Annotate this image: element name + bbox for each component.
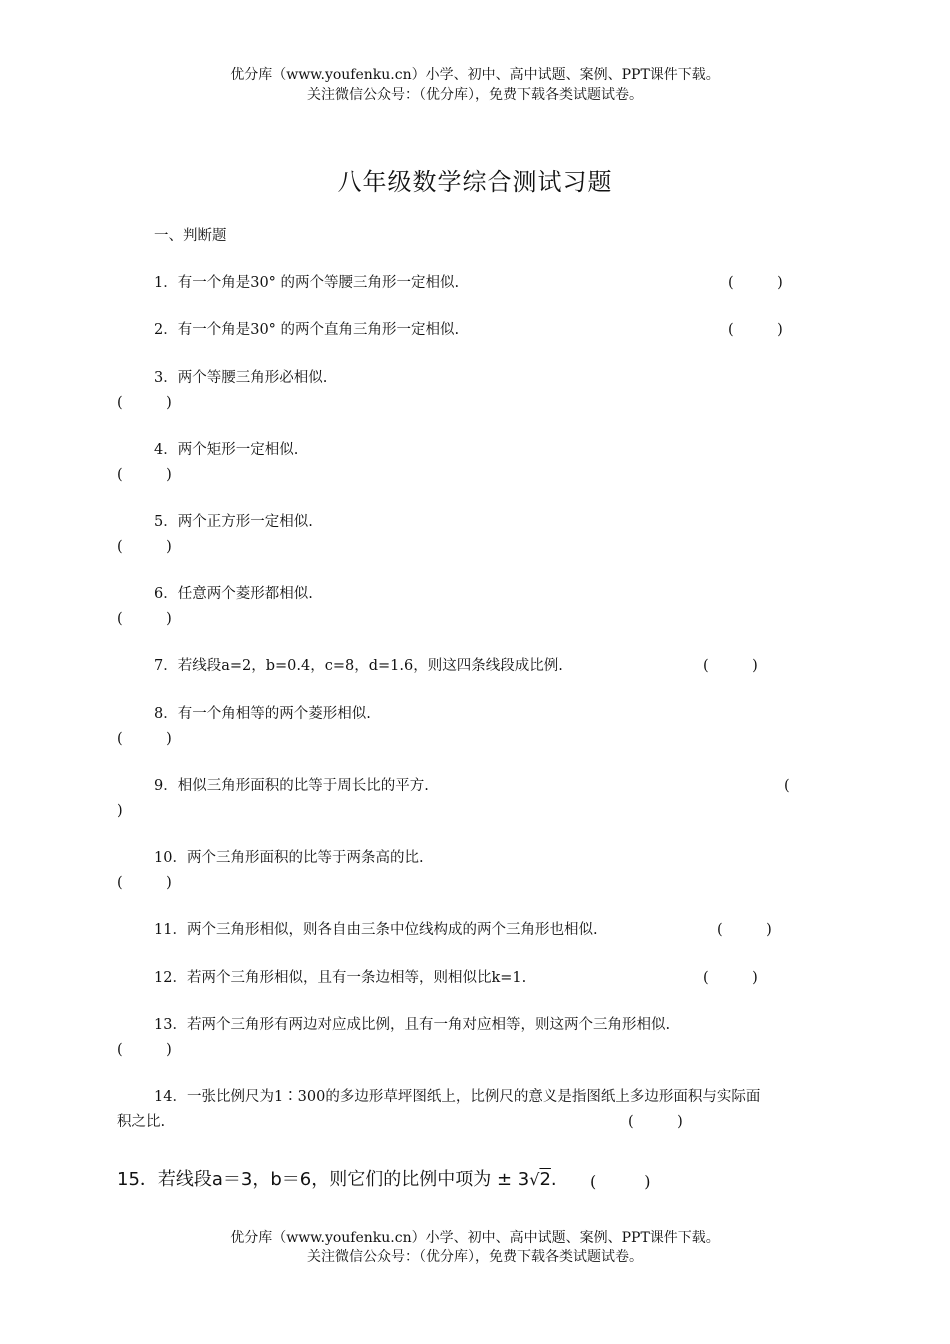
answer-blank-10: ( ) (117, 875, 172, 891)
question-10: 10．两个三角形面积的比等于两条高的比. (154, 850, 424, 866)
answer-blank-5: ( ) (117, 539, 172, 555)
answer-blank-9-close: ) (117, 803, 123, 819)
question-4: 4．两个矩形一定相似. (154, 442, 299, 458)
answer-blank-8: ( ) (117, 731, 172, 747)
question-6: 6．任意两个菱形都相似. (154, 586, 313, 602)
answer-blank-14: ( ) (628, 1114, 683, 1130)
page-title: 八年级数学综合测试习题 (337, 168, 613, 196)
answer-blank-13: ( ) (117, 1042, 172, 1058)
answer-blank-15: ( ) (590, 1172, 651, 1191)
answer-blank-9-open: ( (784, 778, 790, 794)
question-14-continued: 积之比. (117, 1114, 166, 1130)
question-5: 5．两个正方形一定相似. (154, 514, 313, 530)
question-15-tail: . (550, 1169, 557, 1190)
question-3: 3．两个等腰三角形必相似. (154, 370, 328, 386)
answer-blank-6: ( ) (117, 611, 172, 627)
question-14: 14．一张比例尺为1∶300的多边形草坪图纸上，比例尺的意义是指图纸上多边形面积与实际面 (154, 1089, 761, 1105)
answer-blank-7: ( ) (703, 658, 758, 674)
question-7: 7．若线段a=2，b=0.4，c=8，d=1.6，则这四条线段成比例. (154, 658, 563, 674)
answer-blank-1: ( ) (728, 275, 783, 291)
question-9: 9．相似三角形面积的比等于周长比的平方. (154, 778, 429, 794)
section-heading: 一、判断题 (154, 228, 227, 244)
header-line-1: 优分库（www.youfenku.cn）小学、初中、高中试题、案例、PPT课件下载。 (230, 67, 720, 83)
question-15-text: 15．若线段a＝3，b＝6，则它们的比例中项为 ± 3 (117, 1169, 530, 1190)
answer-blank-3: ( ) (117, 395, 172, 411)
question-2: 2．有一个角是30° 的两个直角三角形一定相似. (154, 322, 460, 338)
question-12: 12．若两个三角形相似，且有一条边相等，则相似比k=1. (154, 970, 527, 986)
question-11: 11．两个三角形相似，则各自由三条中位线构成的两个三角形也相似. (154, 922, 598, 938)
footer-line-1: 优分库（www.youfenku.cn）小学、初中、高中试题、案例、PPT课件下载。 (230, 1230, 720, 1246)
footer-line-2: 关注微信公众号：（优分库），免费下载各类试题试卷。 (307, 1249, 643, 1265)
answer-blank-4: ( ) (117, 467, 172, 483)
answer-blank-2: ( ) (728, 322, 783, 338)
answer-blank-12: ( ) (703, 970, 758, 986)
header-line-2: 关注微信公众号：（优分库），免费下载各类试题试卷。 (307, 87, 643, 103)
question-1: 1．有一个角是30° 的两个等腰三角形一定相似. (154, 275, 460, 291)
sqrt-sign: √ (529, 1170, 540, 1189)
answer-blank-11: ( ) (717, 922, 772, 938)
question-8: 8．有一个角相等的两个菱形相似. (154, 706, 371, 722)
question-15 (117, 1170, 557, 1190)
sqrt-radicand: 2 (539, 1169, 551, 1190)
question-13: 13．若两个三角形有两边对应成比例，且有一角对应相等，则这两个三角形相似. (154, 1017, 671, 1033)
